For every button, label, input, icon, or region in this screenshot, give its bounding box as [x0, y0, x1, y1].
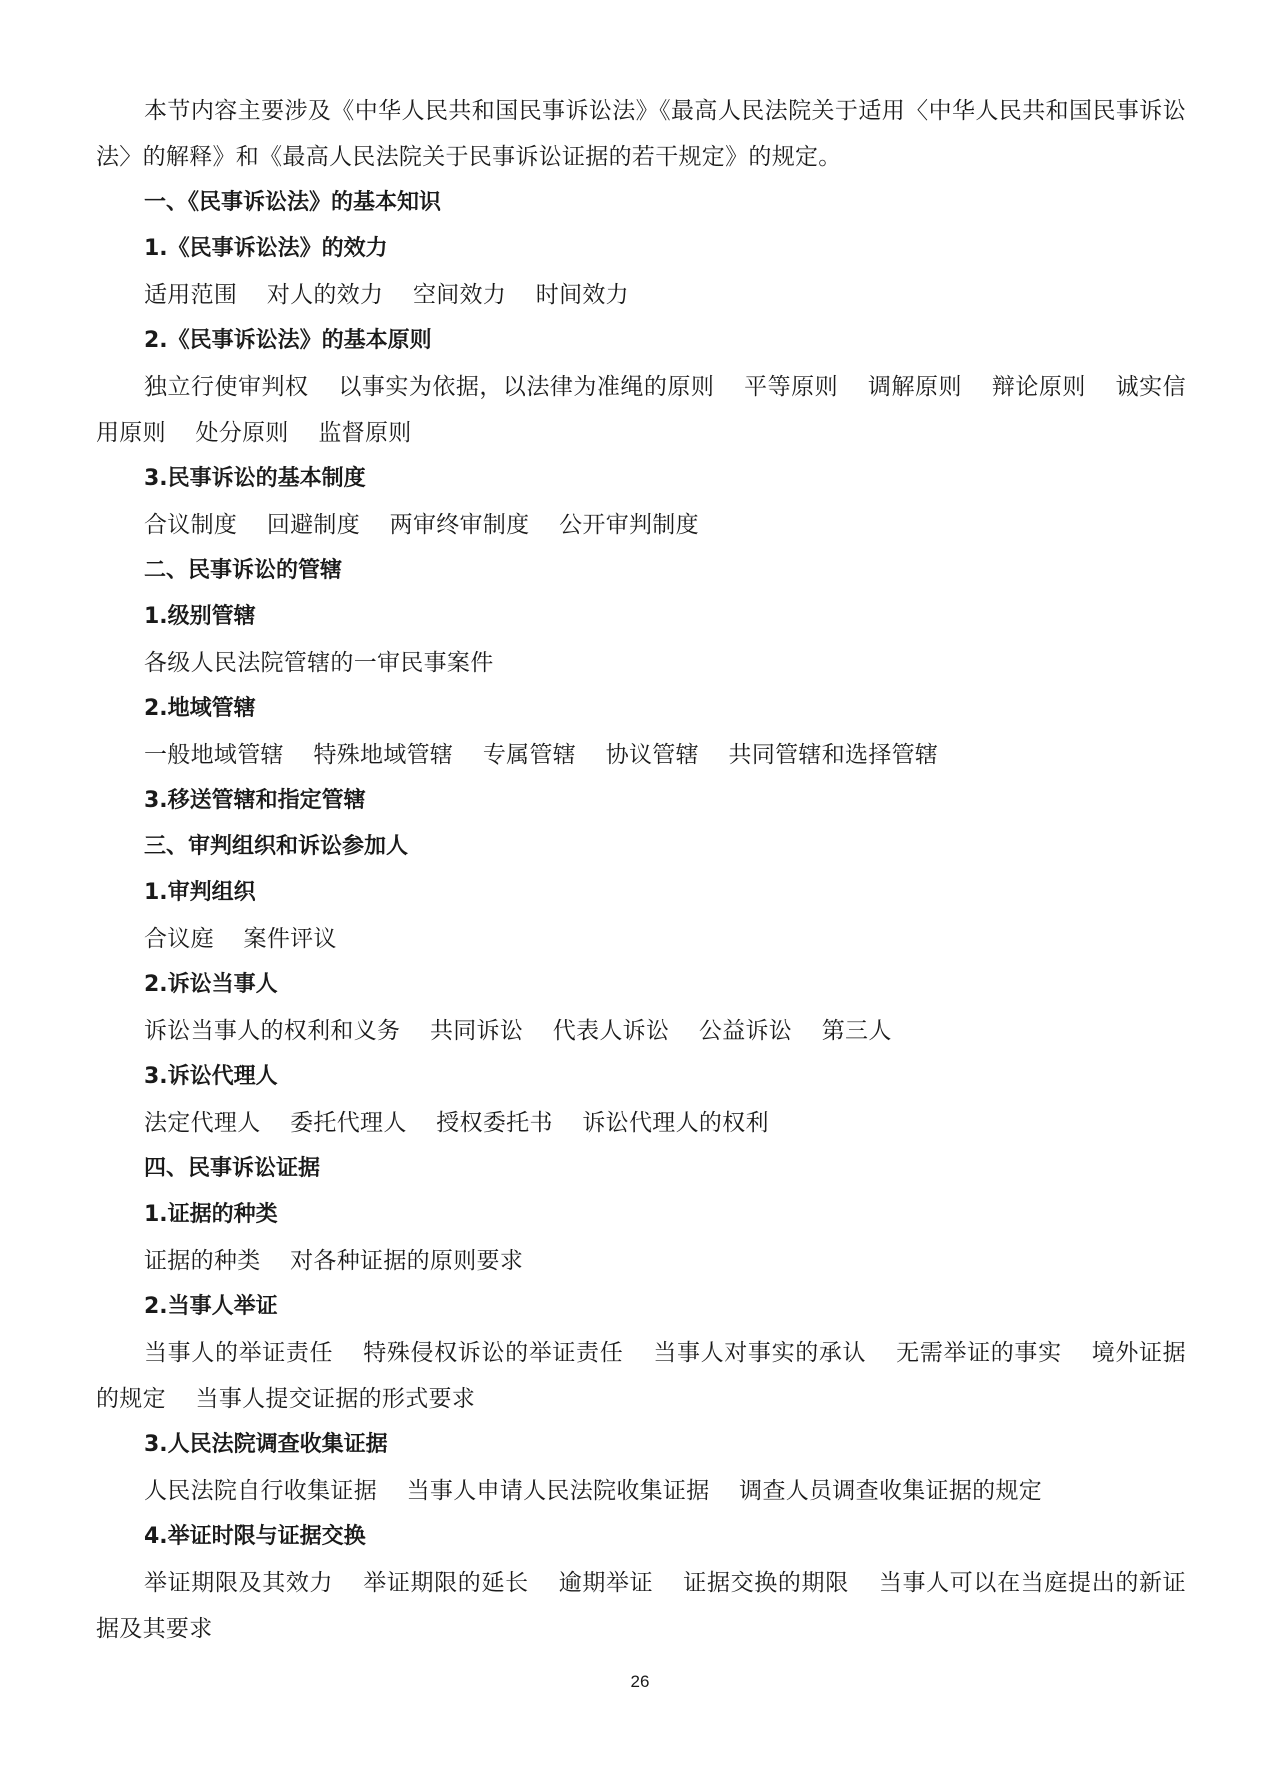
topic-item: 诉讼代理人的权利 [582, 1110, 769, 1136]
intro-paragraph: 本节内容主要涉及《中华人民共和国民事诉讼法》《最高人民法院关于适用〈中华人民共和国民事诉讼法〉的解释》和《最高人民法院关于民事诉讼证据的若干规定》的规定。 [96, 98, 1186, 170]
topic-item: 协议管辖 [605, 742, 699, 768]
topic-list [96, 272, 1186, 318]
subsection-heading: 2.《民事诉讼法》的基本原则 [144, 328, 432, 353]
topic-item: 适用范围 [144, 282, 238, 308]
topic-item: 证据的种类 [144, 1248, 261, 1274]
topic-list [96, 1100, 1186, 1146]
topic-item: 特殊侵权诉讼的举证责任 [363, 1340, 624, 1366]
topic-item: 当事人的举证责任 [144, 1340, 334, 1366]
topic-list [96, 916, 1186, 962]
topic-list [96, 502, 1186, 548]
topic-item: 共同诉讼 [429, 1018, 524, 1044]
subsection-heading: 3.移送管辖和指定管辖 [144, 788, 366, 813]
topic-item: 空间效力 [412, 282, 507, 308]
section-heading: 一、《民事诉讼法》的基本知识 [144, 190, 442, 215]
topic-item: 公开审判制度 [559, 512, 699, 538]
topic-item: 当事人对事实的承认 [653, 1340, 867, 1366]
subsection-heading: 2.当事人举证 [144, 1294, 278, 1319]
topic-item: 专属管辖 [482, 742, 577, 768]
topic-item: 委托代理人 [290, 1110, 407, 1136]
topic-item: 人民法院自行收集证据 [144, 1478, 377, 1504]
topic-item: 合议制度 [144, 512, 238, 538]
topic-item: 调查人员调查收集证据的规定 [739, 1478, 1043, 1504]
topic-item: 诚实信用原则 [96, 374, 1186, 446]
subsection-heading: 1.证据的种类 [144, 1202, 278, 1227]
page-number: 26 [630, 1672, 650, 1691]
topic-item: 逾期举证 [558, 1570, 654, 1596]
topic-item: 公益诉讼 [698, 1018, 793, 1044]
topic-item: 一般地域管辖 [144, 742, 284, 768]
topic-item: 独立行使审判权 [144, 374, 309, 400]
topic-list [96, 640, 1186, 686]
section-heading: 二、民事诉讼的管辖 [144, 558, 343, 583]
topic-item: 举证期限及其效力 [144, 1570, 334, 1596]
topic-item: 调解原则 [867, 374, 962, 400]
topic-list [96, 364, 1186, 456]
topic-item: 当事人可以在当庭提出的新证据及其要求 [96, 1570, 1186, 1642]
topic-item: 第三人 [821, 1018, 892, 1044]
topic-item: 证据交换的期限 [683, 1570, 849, 1596]
subsection-heading: 2.诉讼当事人 [144, 972, 278, 997]
topic-item: 代表人诉讼 [552, 1018, 670, 1044]
topic-item: 合议庭 [144, 926, 214, 952]
topic-list [96, 1468, 1186, 1514]
topic-list [96, 1330, 1186, 1422]
topic-item: 对人的效力 [266, 282, 384, 308]
subsection-heading: 1.审判组织 [144, 880, 256, 905]
topic-item: 两审终审制度 [389, 512, 530, 538]
topic-item: 特殊地域管辖 [313, 742, 454, 768]
topic-item: 举证期限的延长 [363, 1570, 529, 1596]
subsection-heading: 2.地域管辖 [144, 696, 256, 721]
topic-item: 授权委托书 [436, 1110, 553, 1136]
subsection-heading: 1.《民事诉讼法》的效力 [144, 236, 388, 261]
topic-item: 对各种证据的原则要求 [290, 1248, 524, 1274]
topic-item: 处分原则 [195, 420, 289, 446]
topic-item: 回避制度 [266, 512, 361, 538]
section-heading: 三、审判组织和诉讼参加人 [144, 834, 409, 859]
topic-item: 平等原则 [744, 374, 839, 400]
subsection-heading: 3.诉讼代理人 [144, 1064, 278, 1089]
topic-item: 各级人民法院管辖的一审民事案件 [144, 650, 494, 676]
topic-list [96, 1008, 1186, 1054]
topic-item: 无需举证的事实 [896, 1340, 1062, 1366]
topic-item: 共同管辖和选择管辖 [728, 742, 939, 768]
topic-item: 当事人提交证据的形式要求 [195, 1386, 476, 1412]
topic-list [96, 1560, 1186, 1652]
topic-item: 时间效力 [535, 282, 629, 308]
topic-item: 辩论原则 [991, 374, 1086, 400]
topic-item: 监督原则 [318, 420, 412, 446]
topic-list [96, 732, 1186, 778]
subsection-heading: 4.举证时限与证据交换 [144, 1524, 366, 1549]
document-body [96, 88, 1186, 1652]
topic-item: 案件评议 [243, 926, 337, 952]
topic-list [96, 1238, 1186, 1284]
topic-item: 以事实为依据，以法律为准绳的原则 [338, 374, 715, 400]
topic-item: 境外证据的规定 [96, 1340, 1186, 1412]
topic-item: 法定代理人 [144, 1110, 261, 1136]
subsection-heading: 3.人民法院调查收集证据 [144, 1432, 388, 1457]
subsection-heading: 3.民事诉讼的基本制度 [144, 466, 366, 491]
subsection-heading: 1.级别管辖 [144, 604, 256, 629]
section-heading: 四、民事诉讼证据 [144, 1156, 321, 1181]
topic-item: 诉讼当事人的权利和义务 [144, 1018, 401, 1044]
topic-item: 当事人申请人民法院收集证据 [406, 1478, 710, 1504]
